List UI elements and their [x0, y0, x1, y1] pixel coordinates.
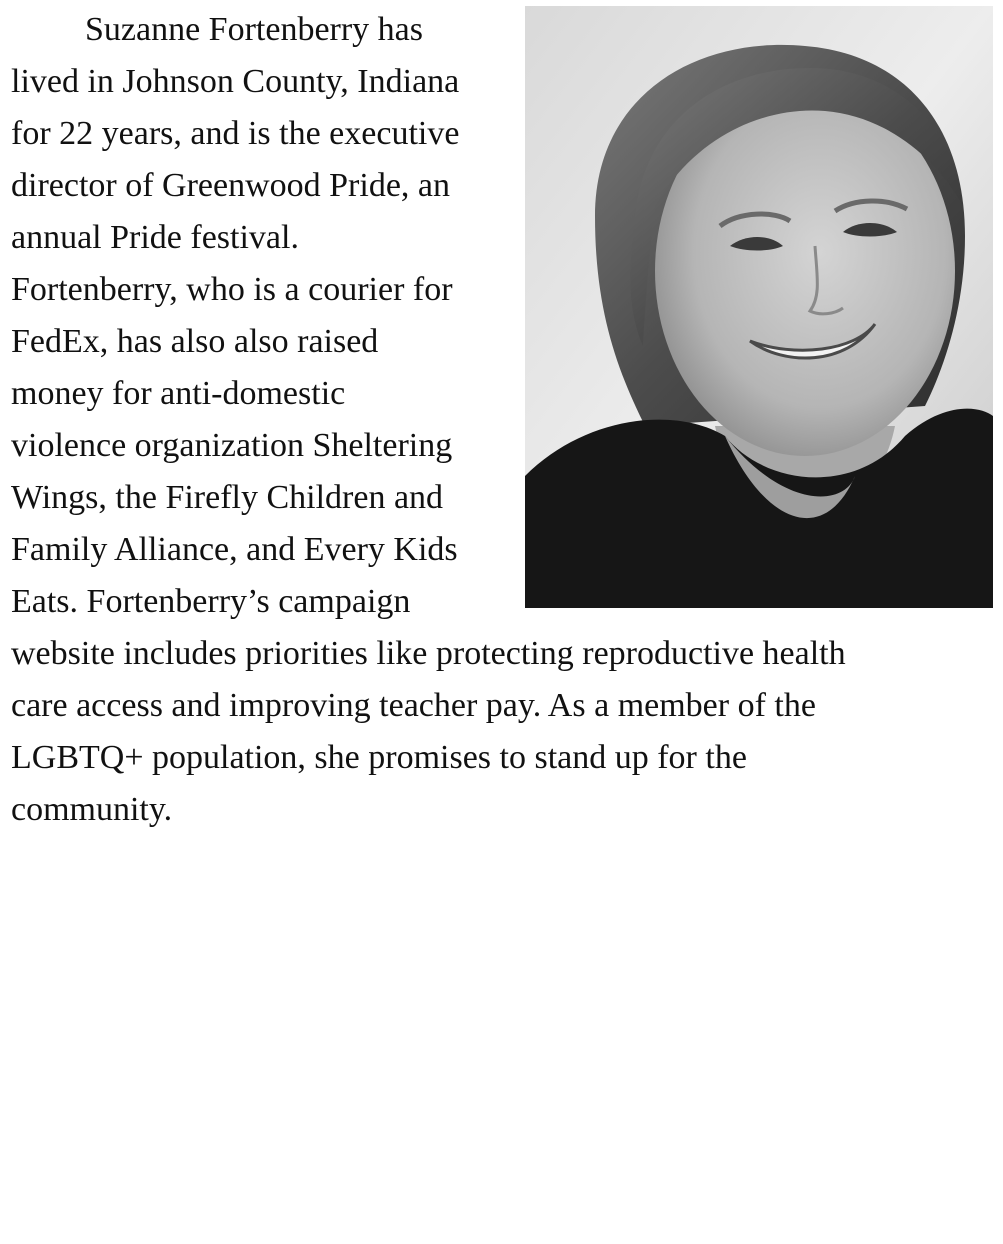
article-line: money for anti-domestic — [11, 375, 346, 412]
article-line: Fortenberry, who is a courier for — [11, 271, 453, 308]
article-line: website includes priorities like protecting reproductive health — [11, 635, 846, 672]
article-line: lived in Johnson County, Indiana — [11, 63, 460, 100]
article-body — [11, 4, 993, 836]
article-line: community. — [11, 791, 173, 828]
article-line-text: Suzanne Fortenberry has — [85, 11, 424, 48]
article-line: Family Alliance, and Every Kids — [11, 531, 458, 568]
article-line: director of Greenwood Pride, an — [11, 167, 451, 204]
article-line: Eats. Fortenberry’s campaign — [11, 583, 411, 620]
article-line: LGBTQ+ population, she promises to stand up for the — [11, 739, 747, 776]
article-line: for 22 years, and is the executive — [11, 115, 460, 152]
article-line: Wings, the Firefly Children and — [11, 479, 444, 516]
portrait-photo — [525, 6, 993, 608]
article-line: FedEx, has also also raised — [11, 323, 379, 360]
article-line: violence organization Sheltering — [11, 427, 453, 464]
article-line: annual Pride festival. — [11, 219, 299, 256]
portrait-image — [525, 6, 993, 608]
article-line: care access and improving teacher pay. As a member of the — [11, 687, 816, 724]
